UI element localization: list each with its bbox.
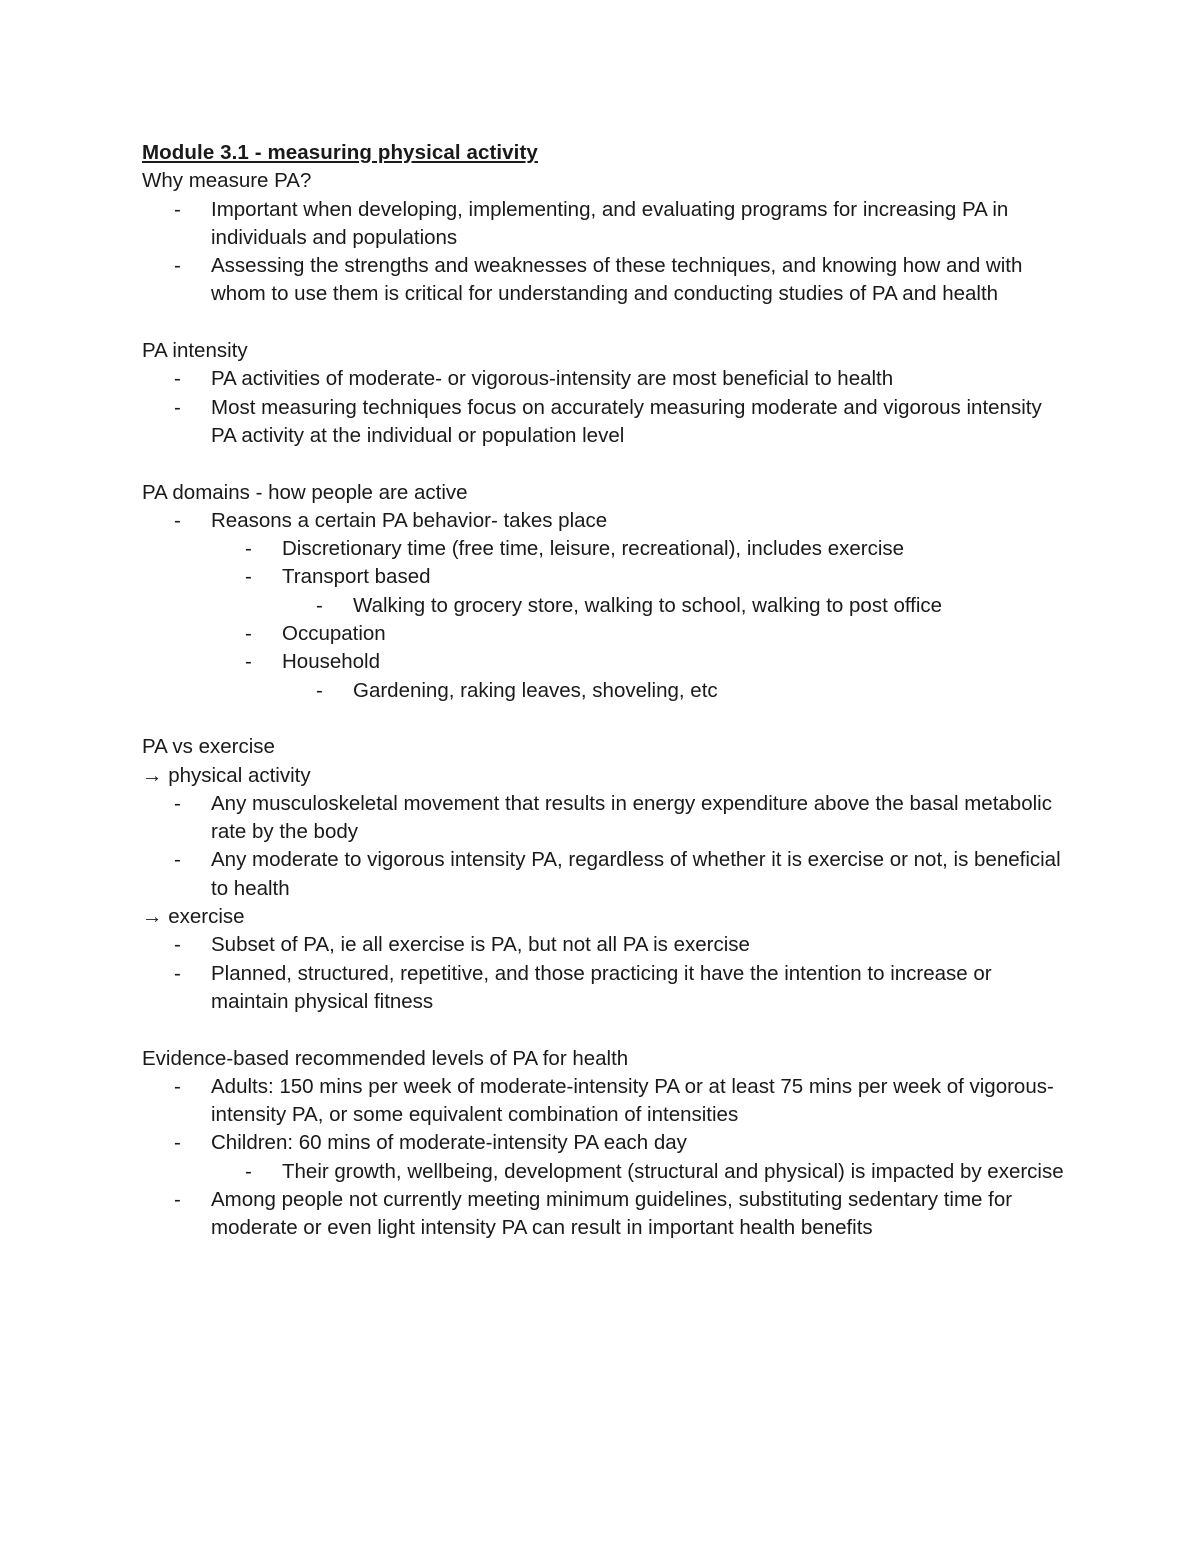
document-title: Module 3.1 - measuring physical activity	[142, 141, 538, 164]
section-heading-pa-domains: PA domains - how people are active	[142, 480, 468, 504]
document-body	[142, 139, 1072, 1243]
list-item	[142, 1073, 1072, 1130]
section-heading-pa-intensity: PA intensity	[142, 339, 248, 363]
list-item-text: Children: 60 mins of moderate-intensity PA each day	[211, 1131, 687, 1155]
list-item-text: Their growth, wellbeing, development (structural and physical) is impacted by exercise	[282, 1159, 1064, 1183]
list-item	[142, 648, 1072, 676]
list-item	[142, 365, 1072, 393]
bullet-dash: -	[174, 254, 181, 278]
list-item-text: Any musculoskeletal movement that results in energy expenditure above the basal metabolic rate by the body	[211, 791, 1052, 844]
list-item	[142, 620, 1072, 648]
bullet-dash: -	[174, 1187, 181, 1211]
list-item	[142, 196, 1072, 253]
section-heading-pa-vs-exercise: PA vs exercise	[142, 735, 275, 759]
list-item-text: Household	[282, 650, 381, 674]
list-item-text: Any moderate to vigorous intensity PA, regardless of whether it is exercise or not, is beneficial to health	[211, 848, 1061, 900]
list-item-text: Subset of PA, ie all exercise is PA, but not all PA is exercise	[211, 933, 750, 957]
bullet-dash: -	[174, 961, 181, 985]
spacer	[142, 705, 1072, 733]
list-item-text: Walking to grocery store, walking to school, walking to post office	[353, 593, 943, 617]
bullet-dash: -	[174, 791, 181, 815]
list-item	[142, 507, 1072, 535]
bullet-dash: -	[174, 848, 181, 872]
list-item	[142, 1186, 1072, 1243]
bullet-dash: -	[245, 565, 252, 589]
list-item-text: Among people not currently meeting minimum guidelines, substituting sedentary time for moderate or even light intensity PA can result in important health benefits	[211, 1187, 1013, 1240]
bullet-dash: -	[316, 678, 323, 702]
bullet-dash: -	[174, 395, 181, 419]
list-item-text: Adults: 150 mins per week of moderate-intensity PA or at least 75 mins per week of vigorous-intensity PA, or some equivalent combination of intensities	[211, 1074, 1054, 1127]
list-item	[142, 252, 1072, 309]
spacer	[142, 450, 1072, 478]
list-item	[142, 846, 1072, 903]
list-item	[142, 592, 1072, 620]
list-item-text: Important when developing, implementing, and evaluating programs for increasing PA in individuals and populations	[211, 197, 1009, 249]
list-item-text: Reasons a certain PA behavior- takes place	[211, 508, 608, 532]
list-item	[142, 677, 1072, 705]
list-item	[142, 1129, 1072, 1157]
list-item-text: Occupation	[282, 622, 386, 646]
list-item	[142, 563, 1072, 591]
bullet-dash: -	[245, 622, 252, 646]
spacer	[142, 1016, 1072, 1044]
bullet-dash: -	[316, 593, 323, 617]
bullet-dash: -	[174, 1074, 181, 1098]
list-item	[142, 394, 1072, 451]
section-heading-why-measure: Why measure PA?	[142, 169, 312, 193]
list-item-text: Gardening, raking leaves, shoveling, etc	[353, 678, 718, 702]
list-item	[142, 1158, 1072, 1186]
list-item-text: Most measuring techniques focus on accurately measuring moderate and vigorous intensity PA activity at the individual or population level	[211, 395, 1042, 447]
list-item-text: PA activities of moderate- or vigorous-intensity are most beneficial to health	[211, 367, 894, 391]
list-item-text: Assessing the strengths and weaknesses of these techniques, and knowing how and with whom to use them is critical for understanding and conducting studies of PA and health	[211, 254, 1023, 306]
list-item-text: Discretionary time (free time, leisure, recreational), includes exercise	[282, 537, 905, 561]
bullet-dash: -	[245, 650, 252, 674]
subheading-exercise: → exercise	[142, 905, 245, 929]
bullet-dash: -	[245, 537, 252, 561]
section-heading-recommended-levels: Evidence-based recommended levels of PA for health	[142, 1046, 629, 1070]
list-item	[142, 960, 1072, 1017]
list-item-text: Planned, structured, repetitive, and those practicing it have the intention to increase or maintain physical fitness	[211, 961, 992, 1013]
list-item	[142, 931, 1072, 959]
list-item-text: Transport based	[282, 565, 431, 589]
list-item	[142, 790, 1072, 847]
bullet-dash: -	[245, 1159, 252, 1183]
bullet-dash: -	[174, 367, 181, 391]
bullet-dash: -	[174, 933, 181, 957]
subheading-physical-activity: → physical activity	[142, 763, 311, 787]
bullet-dash: -	[174, 1131, 181, 1155]
list-item	[142, 535, 1072, 563]
bullet-dash: -	[174, 508, 181, 532]
bullet-dash: -	[174, 197, 181, 221]
spacer	[142, 309, 1072, 337]
